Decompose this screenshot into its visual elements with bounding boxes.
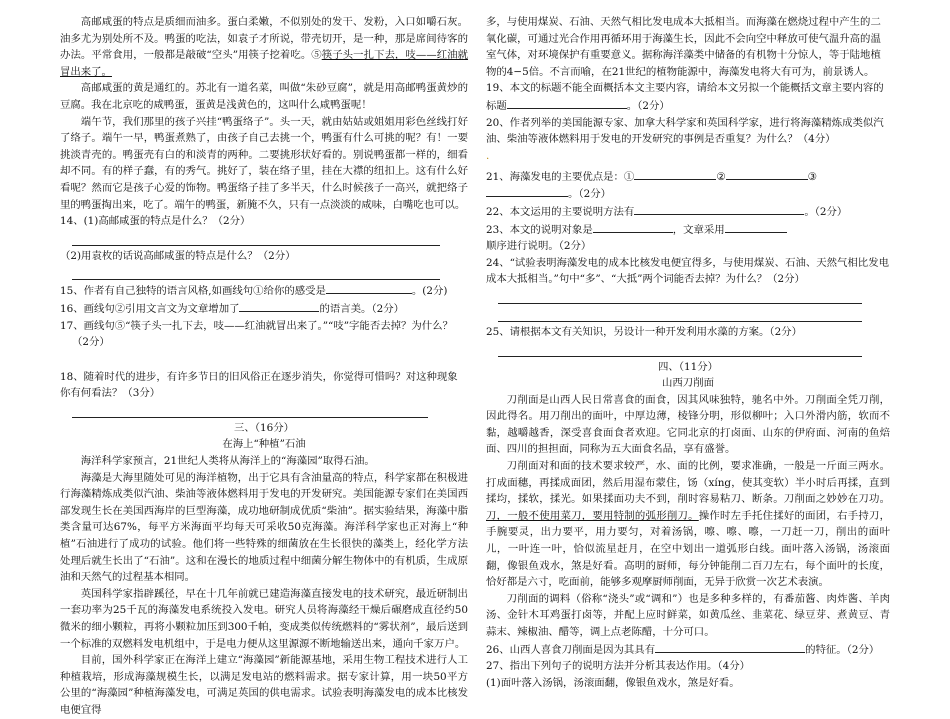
answer-blank-21-1[interactable]: [634, 168, 716, 180]
question-23: 23、本文的说明对象是 ，文章采用顺序进行说明。（2分）: [486, 221, 890, 255]
section-3-title: 三、（16分）: [234, 421, 294, 434]
answer-blank-21-3[interactable]: [486, 185, 568, 197]
answer-blank-16[interactable]: [239, 300, 319, 312]
noodle-paragraph-3: 刀削面的调料（俗称“浇头”或“调和”）也是多种多样的，有番茄酱、肉炸酱、羊肉汤、金针木耳鸡蛋打卤等，并配上应时鲜菜，如黄瓜丝、韭菜花、绿豆芽、煮黄豆、青蒜末、辣椒油、醋等，调上点老陈醋，十分可口。: [486, 592, 890, 638]
answer-line-25[interactable]: [498, 341, 862, 357]
question-17: 17、画线句⑤“筷子头一扎下去，吱——红油就冒出来了。”“吱”字能否去掉？为什么？: [60, 319, 453, 332]
question-21: 21、海藻发电的主要优点是：① ② ③。（2分）: [486, 168, 890, 203]
answer-line-14-1[interactable]: [72, 230, 440, 246]
question-14-2: （2)用袁枚的话说高邮咸蛋的特点是什么？（2分）: [60, 249, 296, 262]
oil-paragraph-2: 海藻是大海里随处可见的海洋植物，出于它具有含油量高的特点，科学家都在积极进行海藻精炼成类似汽油、柴油等液体燃料用于发电的开发研究。美国能源专家们在美国西部发现生长在美国西海岸的巨型海藻，成功地研制成优质“柴油”。据实验结果，海藻中脂类含量可达67%，每平方米海面平均每天可采收50克海藻。海洋科学家也正对海上“种植”石油进行了成功的试验。他们将一些特殊的细菌放在生长很快的藻类上，经化学方法处理后就生长出了“石油”。这和在漫长的地质过程中细菌分解生物体中的有机质，生成原油和天然气的过程基本相同。: [60, 471, 468, 584]
oil-paragraph-3: 英国科学家指辟蹊径，早在十几年前就已建造海藻直接发电的技术研究，最近研制出一套功率为25千瓦的海藻发电系统投入发电。研究人员将海藻经干燥后碾磨成直径约50微米的细小颗粒，再将小颗粒加压到300千帕，变成类似传统燃料的“雾状剂”，最后送到一个标准的双燃料发电机组中，于是电力便从这里源源不断地输送出来，通向千家万户。: [60, 587, 468, 650]
answer-blank-26[interactable]: [655, 641, 805, 653]
question-25: 25、请根据本文有关知识，另设计一种开发利用水藻的方案。（2分）: [486, 325, 802, 338]
answer-line-24-1[interactable]: [498, 288, 862, 304]
answer-blank-23-1[interactable]: [593, 221, 673, 233]
question-18: 18、随着时代的进步，有许多节日的旧风俗正在逐步消失，你觉得可惜吗？对这种现象你有何看法？（3分）: [60, 370, 458, 400]
oil-paragraph-4-continued: 多，与使用煤炭、石油、天然气相比发电成本大抵相当。而海藻在燃烧过程中产生的二氧化碳，可通过光合作用再循环用于海藻生长，因此不会向空中释放可使气温升高的温室气体，对环境保护有重要意义。据称海洋藻类中储备的有机物十分惊人，等于陆地植物的4−5倍。不言而喻，在21世纪的植物能源中，海藻发电将大有可为，前景诱人。: [486, 16, 881, 78]
answer-blank-22[interactable]: [634, 203, 804, 215]
question-15: 15、作者有自己独特的语言风格,如画线句①给你的感受是 。(2分): [60, 282, 468, 300]
noodle-paragraph-1: 刀削面是山西人民日常喜食的面食，因其风味独特，驰名中外。刀削面全凭刀削，因此得名。用刀削出的面叶，中厚边薄，棱锋分明，形似柳叶；入口外滑内筋，软而不黏，越嚼越香，深受喜食面食者欢迎。它同北京的打卤面、山东的伊府面、河南的鱼焙面、四川的担担面，同称为五大面食名品，享有盛誉。: [486, 393, 890, 456]
answer-line-14-2[interactable]: [72, 264, 440, 280]
underlined-sentence-5: 筷子头一扎下去，吱——红油就冒出来了。: [60, 49, 469, 78]
answer-line-18[interactable]: [72, 402, 428, 418]
egg-paragraph-3: 端午节，我们那里的孩子兴挂“鸭蛋络子”。头一天，就由姑姑或姐姐用彩色丝线打好了络子。端午一早，鸭蛋煮熟了，由孩子自己去挑一个，鸭蛋有什么可挑的呢？有！一要挑淡青壳的。鸭蛋壳有白的和淡青的两种。二要挑形状好看的。别说鸭蛋都一样的，细看却不同。有的样子蠢，有的秀气。挑好了，装在络子里，挂在大襟的纽扣上。这有什么好看呢？然而它是孩子心爱的饰物。鸭蛋络子挂了多半天，什么时候孩子一高兴，就把络子里的鸭蛋掏出来，吃了。端午的鸭蛋，新腌不久，只有一点淡淡的咸味，白嘴吃也可以。: [60, 115, 468, 211]
question-17-score: （2分）: [72, 336, 110, 349]
question-20: 20、作者列举的美国能源专家、加拿大科学家和英国科学家，进行将海藻精炼成类似汽油、柴油等液体燃料用于发电的开发研究的事例是否重复？为什么？（4分）: [486, 116, 884, 146]
oil-paragraph-1: 海洋科学家预言，21世纪人类将从海洋上的“海藻园”取得石油。: [80, 455, 375, 468]
oil-paragraph-4: 目前，国外科学家正在海洋上建立“海藻园”新能源基地，采用生物工程技术进行人工种植栽培，形成海藻规模生长，以满足发电站的燃料需求。据专家计算，用一块50平方公里的“海藻园”种植海藻发电，可满足英国的供电需求。试验表明海藻发电的成本比核发电便宜得: [60, 654, 468, 716]
question-19: 19、本文的标题不能全面概括本文主要内容，请给本文另拟一个能概括文章主要内容的标题 。（2分）: [486, 82, 884, 112]
answer-blank-23-2[interactable]: [725, 221, 787, 233]
question-26: 26、山西人喜食刀削面是因为其具有 的特征。（2分）: [486, 641, 890, 659]
question-24: 24、“试验表明海藻发电的成本比核发电便宜得多，与使用煤炭、石油、天然气相比发电成本大抵相当。”句中“多”、“大抵”两个词能否去掉？为什么？（2分）: [486, 256, 889, 286]
answer-blank-21-2[interactable]: [726, 168, 808, 180]
answer-blank-19[interactable]: [507, 97, 627, 109]
egg-paragraph-1: 高邮咸蛋的特点是质细而油多。蛋白柔嫩，不似别处的发干、发粉，入口如嚼石灰。油多尤为别处所不及。鸭蛋的吃法，如袁子才所说，带壳切开，是一种，那是席间待客的办法。平常食用，一般都是敲破“空头”用筷子挖着吃。⑤筷子头一扎下去，吱——红油就冒出来了。: [60, 16, 469, 78]
section-4-title: 四、（11分）: [658, 360, 718, 373]
question-16: 16、画线句②引用文言文为文章增加了 的语言美。（2分）: [60, 300, 468, 318]
question-14-1: 14、(1)高邮咸蛋的特点是什么？（2分）: [60, 215, 251, 228]
section-4-subtitle: 山西刀削面: [662, 377, 714, 390]
egg-paragraph-2: 高邮咸蛋的黄是通红的。苏北有一道名菜，叫做“朱砂豆腐”，就是用高邮鸭蛋黄炒的豆腐。我在北京吃的咸鸭蛋，蛋黄是浅黄色的，这叫什么咸鸭蛋呢！: [60, 82, 468, 111]
section-3-subtitle: 在海上“种植”石油: [222, 438, 306, 451]
underlined-sentence-knife: 刀，一般不使用菜刀，要用特制的弧形削刀。: [486, 509, 699, 522]
right-column: [486, 14, 890, 691]
question-27: 27、指出下列句子的说明方法并分析其表达作用。（4分）: [486, 660, 751, 673]
stray-dot: .: [486, 149, 490, 162]
answer-blank-15[interactable]: [326, 282, 412, 294]
left-column: [60, 14, 468, 719]
question-22: 22、本文运用的主要说明方法有 。（2分）: [486, 203, 890, 221]
noodle-paragraph-2: 刀削面对和面的技术要求较严，水、面的比例，要求准确，一般是一斤面三两水。打成面穗，再揉成面团，然后用湿布蒙住，饧（xíng，使其变软）半小时后再揉，直到揉均，揉软，揉光。如果揉面功夫不到，削时容易粘刀、断条。刀削面之妙妙在刀功。刀，一般不使用菜刀，要用特制的弧形削刀。操作时左手托住揉好的面团，右手持刀，手腕要灵，出力要平，用力要匀，对着汤锅，嚓、嚓、嚓，一刀赶一刀，削出的面叶儿，一叶连一叶，恰似流星赶月，在空中划出一道弧形白线。面叶落入汤锅，汤滚面翻，像银鱼戏水，煞是好看。高明的厨师，每分钟能削二百刀左右，每个面叶的长度，恰好都是六寸，吃面前，能够多观摩厨师削面，无异于欣赏一次艺术表演。: [486, 460, 891, 589]
question-27-1: (1)面叶落入汤锅，汤滚面翻，像银鱼戏水，煞是好看。: [486, 676, 740, 689]
answer-line-24-2[interactable]: [498, 306, 862, 322]
